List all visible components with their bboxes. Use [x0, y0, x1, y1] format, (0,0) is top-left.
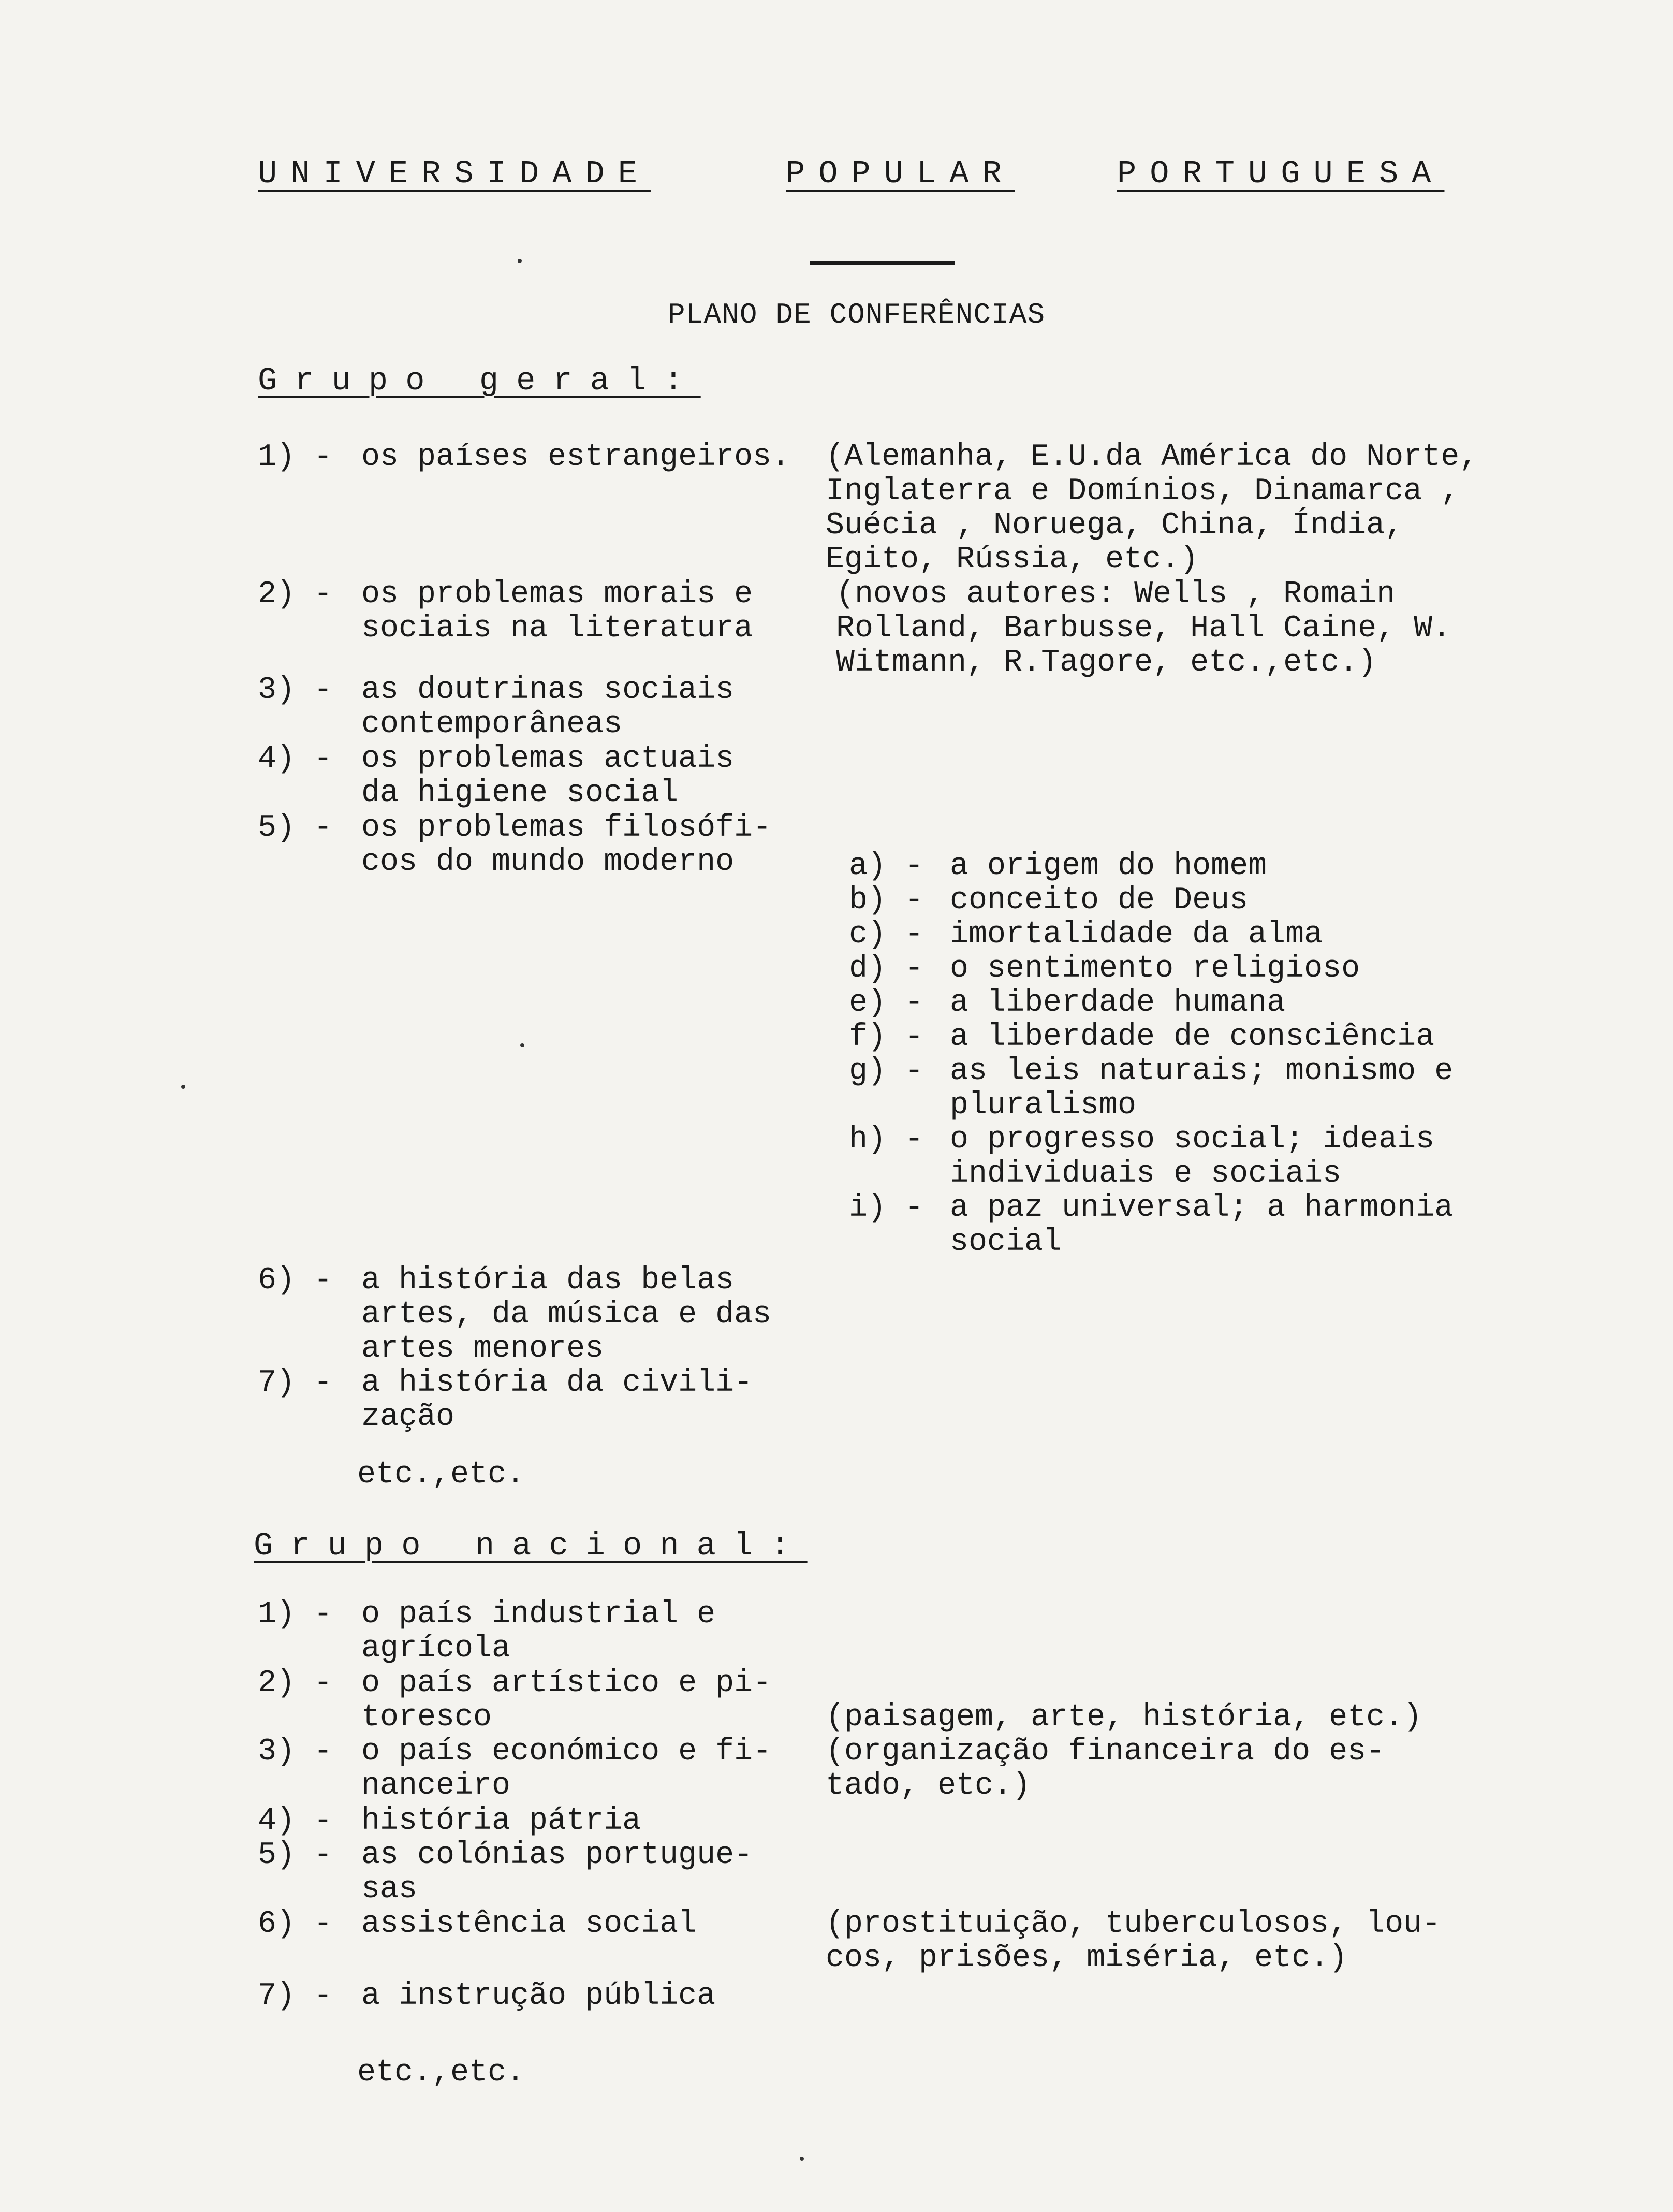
- item-text: a instrução pública: [361, 1978, 716, 2014]
- subitem-letter: e) -: [849, 985, 924, 1021]
- document-subtitle: PLANO DE CONFERÊNCIAS: [668, 298, 1046, 331]
- item-text: os problemas filosófi- cos do mundo moderno: [361, 810, 772, 880]
- item-text: as colónias portugue- sas: [361, 1838, 753, 1907]
- subitem-letter: b) -: [849, 883, 924, 918]
- item-number: 5) -: [258, 1838, 333, 1873]
- nacional-etc: etc.,etc.: [357, 2055, 525, 2090]
- item-number: 4) -: [258, 1803, 333, 1839]
- item-text: os problemas morais e sociais na literatura: [361, 577, 753, 646]
- subitem-letter: a) -: [849, 849, 924, 884]
- item-number: 4) -: [258, 741, 333, 777]
- item-number: 7) -: [258, 1978, 333, 2014]
- item-number: 3) -: [258, 673, 333, 708]
- item-number: 1) -: [258, 440, 333, 475]
- subitem-letter: g) -: [849, 1054, 924, 1089]
- item-number: 6) -: [258, 1907, 333, 1942]
- item-number: 2) -: [258, 577, 333, 612]
- subitem-letter: d) -: [849, 951, 924, 986]
- item-number: 3) -: [258, 1734, 333, 1769]
- title-word-1: UNIVERSIDADE: [258, 155, 651, 192]
- item-text: a história das belas artes, da música e das artes menores: [361, 1263, 772, 1366]
- item-text: o país industrial e agrícola: [361, 1597, 716, 1666]
- item-number: 6) -: [258, 1263, 333, 1298]
- geral-item-1-note: (Alemanha, E.U.da América do Norte, Inglaterra e Domínios, Dinamarca , Suécia , Noruega, China, Índia, Egito, Rússia, etc.): [826, 440, 1478, 577]
- title-word-3: PORTUGUESA: [1117, 155, 1445, 192]
- subitem-letter: h) -: [849, 1122, 924, 1157]
- grupo-geral-heading: Grupo geral:: [258, 362, 701, 399]
- subitem-text: a liberdade humana: [950, 985, 1286, 1021]
- scan-speck: [181, 1085, 185, 1089]
- subitem-text: a liberdade de consciência: [950, 1020, 1435, 1055]
- item-text: a história da civili- zação: [361, 1365, 753, 1435]
- scan-speck: [520, 1043, 524, 1047]
- subitem-letter: i) -: [849, 1190, 924, 1226]
- subitem-text: a origem do homem: [950, 849, 1267, 884]
- item-text: assistência social: [361, 1907, 697, 1942]
- item-number: 1) -: [258, 1597, 333, 1632]
- grupo-nacional-heading: Grupo nacional:: [254, 1527, 808, 1564]
- subitem-text: o sentimento religioso: [950, 951, 1360, 986]
- subitem-text: as leis naturais; monismo e pluralismo: [950, 1054, 1454, 1123]
- subitem-letter: c) -: [849, 917, 924, 952]
- item-text: as doutrinas sociais contemporâneas: [361, 673, 735, 742]
- item-text: os países estrangeiros.: [361, 440, 790, 475]
- item-text: história pátria: [361, 1803, 641, 1839]
- geral-etc: etc.,etc.: [357, 1457, 525, 1492]
- document-title: [258, 155, 1510, 202]
- nacional-item-3-note: (organização financeira do es- tado, etc.): [826, 1734, 1385, 1803]
- title-rule: [810, 261, 955, 265]
- subitem-letter: f) -: [849, 1020, 924, 1055]
- scan-speck: [518, 259, 522, 263]
- title-word-2: POPULAR: [786, 155, 1015, 192]
- item-number: 5) -: [258, 810, 333, 846]
- subitem-text: imortalidade da alma: [950, 917, 1323, 952]
- scan-speck: [800, 2157, 804, 2161]
- item-number: 7) -: [258, 1365, 333, 1401]
- nacional-item-2-note: (paisagem, arte, história, etc.): [826, 1700, 1422, 1735]
- nacional-item-6-note: (prostituição, tuberculosos, lou- cos, prisões, miséria, etc.): [826, 1907, 1441, 1976]
- subitem-text: o progresso social; ideais individuais e sociais: [950, 1122, 1435, 1191]
- subitem-text: a paz universal; a harmonia social: [950, 1190, 1454, 1260]
- item-number: 2) -: [258, 1666, 333, 1701]
- item-text: o país económico e fi- nanceiro: [361, 1734, 772, 1803]
- item-text: o país artístico e pi- toresco: [361, 1666, 772, 1735]
- item-text: os problemas actuais da higiene social: [361, 741, 735, 811]
- subitem-text: conceito de Deus: [950, 883, 1249, 918]
- geral-item-2-note: (novos autores: Wells , Romain Rolland, Barbusse, Hall Caine, W. Witmann, R.Tagore, etc.,etc.): [836, 577, 1451, 680]
